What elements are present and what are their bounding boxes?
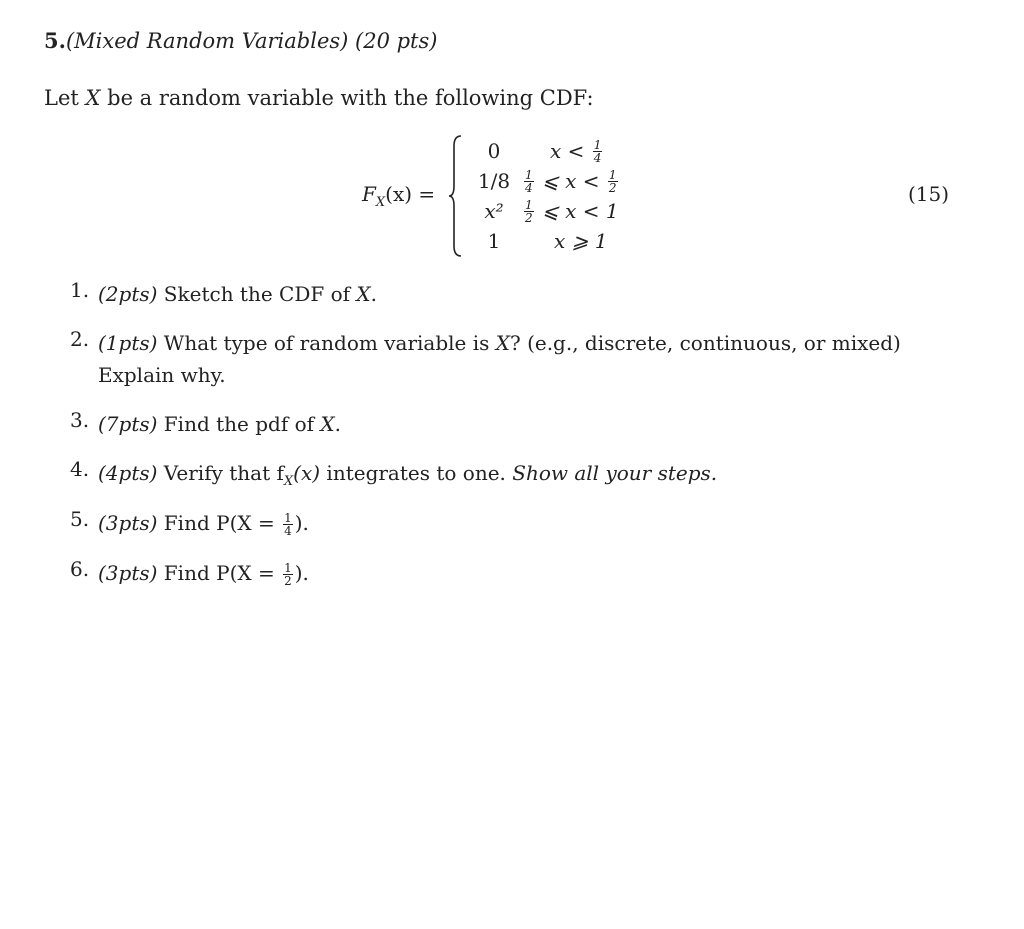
problem-number: 5. bbox=[44, 28, 66, 53]
item-text: (1pts) What type of random variable is X? (e.g., discrete, continuous, or mixed) Explain why. bbox=[98, 331, 901, 387]
lhs-function: F bbox=[362, 182, 376, 206]
case-value: 0 bbox=[487, 139, 501, 163]
item-number: 1. bbox=[70, 278, 90, 302]
fraction: $\frac{1}{4}$ bbox=[284, 511, 292, 538]
list-item bbox=[70, 408, 948, 440]
item-number: 4. bbox=[70, 457, 90, 481]
lhs-subscript: X bbox=[375, 195, 386, 210]
item-number: 6. bbox=[70, 557, 90, 581]
intro-text-post: be a random variable with the following CDF: bbox=[100, 86, 594, 110]
case-value: x² bbox=[484, 199, 504, 223]
lhs-argument: (x) = bbox=[385, 182, 436, 206]
problem-title: (Mixed Random Variables) (20 pts) bbox=[65, 29, 438, 53]
list-item bbox=[70, 557, 948, 589]
equation-number: (15) bbox=[908, 182, 950, 206]
case-condition: $\frac{1}{2}$ ⩽ x < 1 bbox=[525, 197, 619, 225]
fraction: $\frac{1}{4}$ bbox=[525, 167, 533, 195]
list-item bbox=[70, 457, 948, 498]
fraction: $\frac{1}{4}$ bbox=[593, 137, 602, 165]
list-item bbox=[70, 507, 948, 539]
case-value: 1/8 bbox=[477, 169, 511, 193]
item-text: (7pts) Find the pdf of X. bbox=[98, 412, 341, 436]
fraction: $\frac{1}{2}$ bbox=[284, 561, 292, 588]
item-text: (2pts) Sketch the CDF of X. bbox=[98, 282, 378, 306]
problem-intro bbox=[44, 86, 594, 110]
item-number: 2. bbox=[70, 327, 90, 351]
item-text: (4pts) Verify that $f_X(x)$ integrates to one. Show all your steps. bbox=[98, 461, 718, 489]
left-brace-icon bbox=[448, 134, 462, 258]
case-condition: x ⩾ 1 bbox=[554, 229, 608, 253]
intro-text-pre: Let bbox=[44, 86, 86, 110]
intro-variable: X bbox=[85, 86, 101, 110]
fraction: $\frac{1}{2}$ bbox=[608, 167, 617, 195]
case-condition: x < $\frac{1}{4}$ bbox=[550, 137, 602, 165]
item-number: 5. bbox=[70, 507, 90, 531]
item-text: (3pts) Find P(X = $\frac{1}{2}$ ). bbox=[98, 561, 309, 588]
list-item bbox=[70, 278, 948, 310]
case-condition: $\frac{1}{4}$ ⩽ x < $\frac{1}{2}$ bbox=[525, 167, 617, 195]
list-item bbox=[70, 327, 948, 391]
equation-lhs bbox=[362, 182, 435, 210]
item-number: 3. bbox=[70, 408, 90, 432]
problem-heading bbox=[44, 28, 437, 53]
case-value: 1 bbox=[487, 229, 501, 253]
fraction: $\frac{1}{2}$ bbox=[525, 197, 533, 225]
item-text: (3pts) Find P(X = $\frac{1}{4}$ ). bbox=[98, 511, 309, 538]
